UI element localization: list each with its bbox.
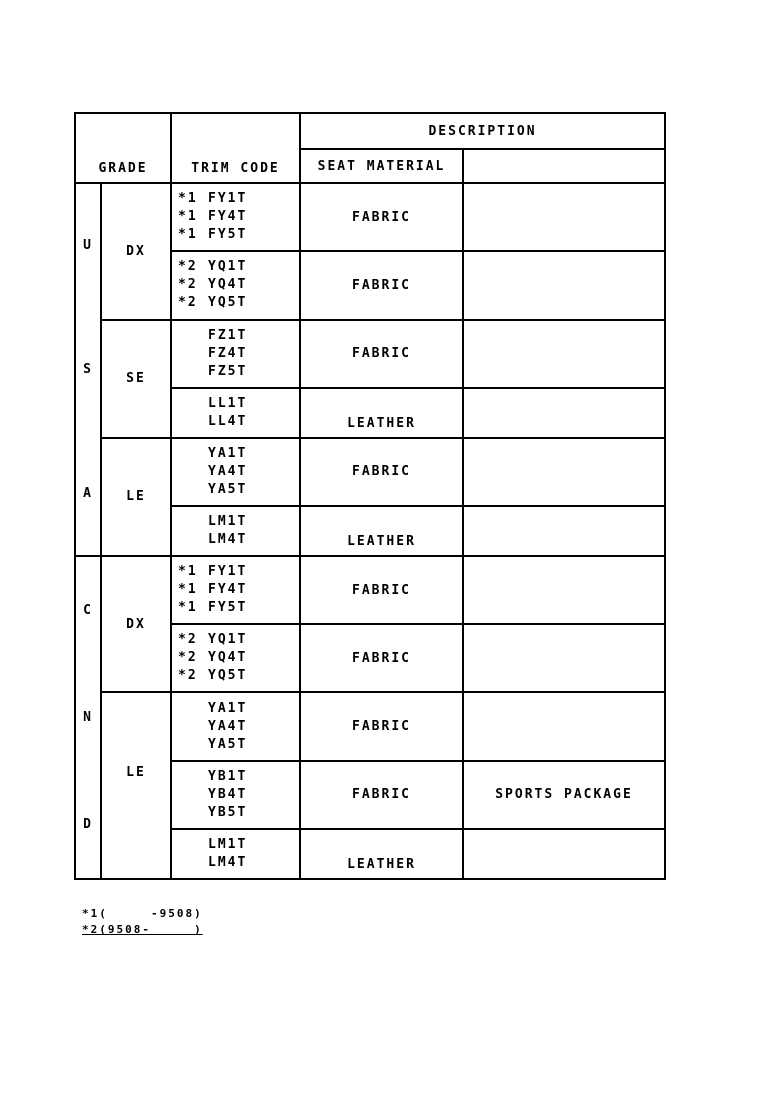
note-cell: [463, 251, 665, 319]
footnote-2: *2(9508- ): [82, 923, 203, 936]
grade-header: GRADE: [75, 113, 171, 183]
seat-material-cell: FABRIC: [300, 183, 463, 251]
trim-code-cell: YA1T YA4T YA5T: [171, 438, 300, 506]
note-cell: [463, 388, 665, 438]
trim-code-cell: *2 YQ1T *2 YQ4T *2 YQ5T: [171, 624, 300, 692]
sports-package-note: SPORTS PACKAGE: [463, 761, 665, 829]
grade-cell: DX: [101, 183, 171, 319]
trim-code-cell: *1 FY1T *1 FY4T *1 FY5T: [171, 183, 300, 251]
seat-material-cell: LEATHER: [300, 829, 463, 879]
description-header: DESCRIPTION: [300, 113, 665, 149]
trim-code-cell: *2 YQ1T *2 YQ4T *2 YQ5T: [171, 251, 300, 319]
description-blank-header: [463, 149, 665, 183]
seat-material-cell: FABRIC: [300, 251, 463, 319]
seat-material-cell: FABRIC: [300, 556, 463, 624]
region-usa: [75, 183, 101, 556]
note-cell: [463, 438, 665, 506]
seat-material-cell: LEATHER: [300, 506, 463, 556]
region-letter: A: [83, 485, 93, 501]
seat-material-header: SEAT MATERIAL: [300, 149, 463, 183]
trim-code-table: [74, 112, 666, 880]
trim-code-header: TRIM CODE: [171, 113, 300, 183]
grade-cell: LE: [101, 692, 171, 879]
footnote-1: *1( -9508): [82, 907, 203, 920]
trim-code-cell: LM1T LM4T: [171, 506, 300, 556]
note-cell: [463, 183, 665, 251]
seat-material-cell: FABRIC: [300, 438, 463, 506]
grade-cell: DX: [101, 556, 171, 692]
trim-code-cell: YA1T YA4T YA5T: [171, 692, 300, 760]
region-cnd: [75, 556, 101, 879]
region-letter: U: [83, 238, 93, 254]
region-letter: S: [83, 362, 93, 378]
seat-material-cell: LEATHER: [300, 388, 463, 438]
trim-code-cell: *1 FY1T *1 FY4T *1 FY5T: [171, 556, 300, 624]
seat-material-cell: FABRIC: [300, 692, 463, 760]
footnotes: [82, 906, 203, 938]
seat-material-cell: FABRIC: [300, 761, 463, 829]
trim-code-cell: FZ1T FZ4T FZ5T: [171, 320, 300, 388]
grade-cell: SE: [101, 320, 171, 438]
grade-cell: LE: [101, 438, 171, 556]
note-cell: [463, 320, 665, 388]
note-cell: [463, 556, 665, 624]
note-cell: [463, 624, 665, 692]
region-letter: N: [83, 710, 93, 726]
note-cell: [463, 692, 665, 760]
note-cell: [463, 506, 665, 556]
region-letter: D: [83, 816, 93, 832]
note-cell: [463, 829, 665, 879]
seat-material-cell: FABRIC: [300, 624, 463, 692]
trim-code-cell: LM1T LM4T: [171, 829, 300, 879]
seat-material-cell: FABRIC: [300, 320, 463, 388]
trim-code-cell: LL1T LL4T: [171, 388, 300, 438]
region-letter: C: [83, 603, 93, 619]
trim-code-cell: YB1T YB4T YB5T: [171, 761, 300, 829]
